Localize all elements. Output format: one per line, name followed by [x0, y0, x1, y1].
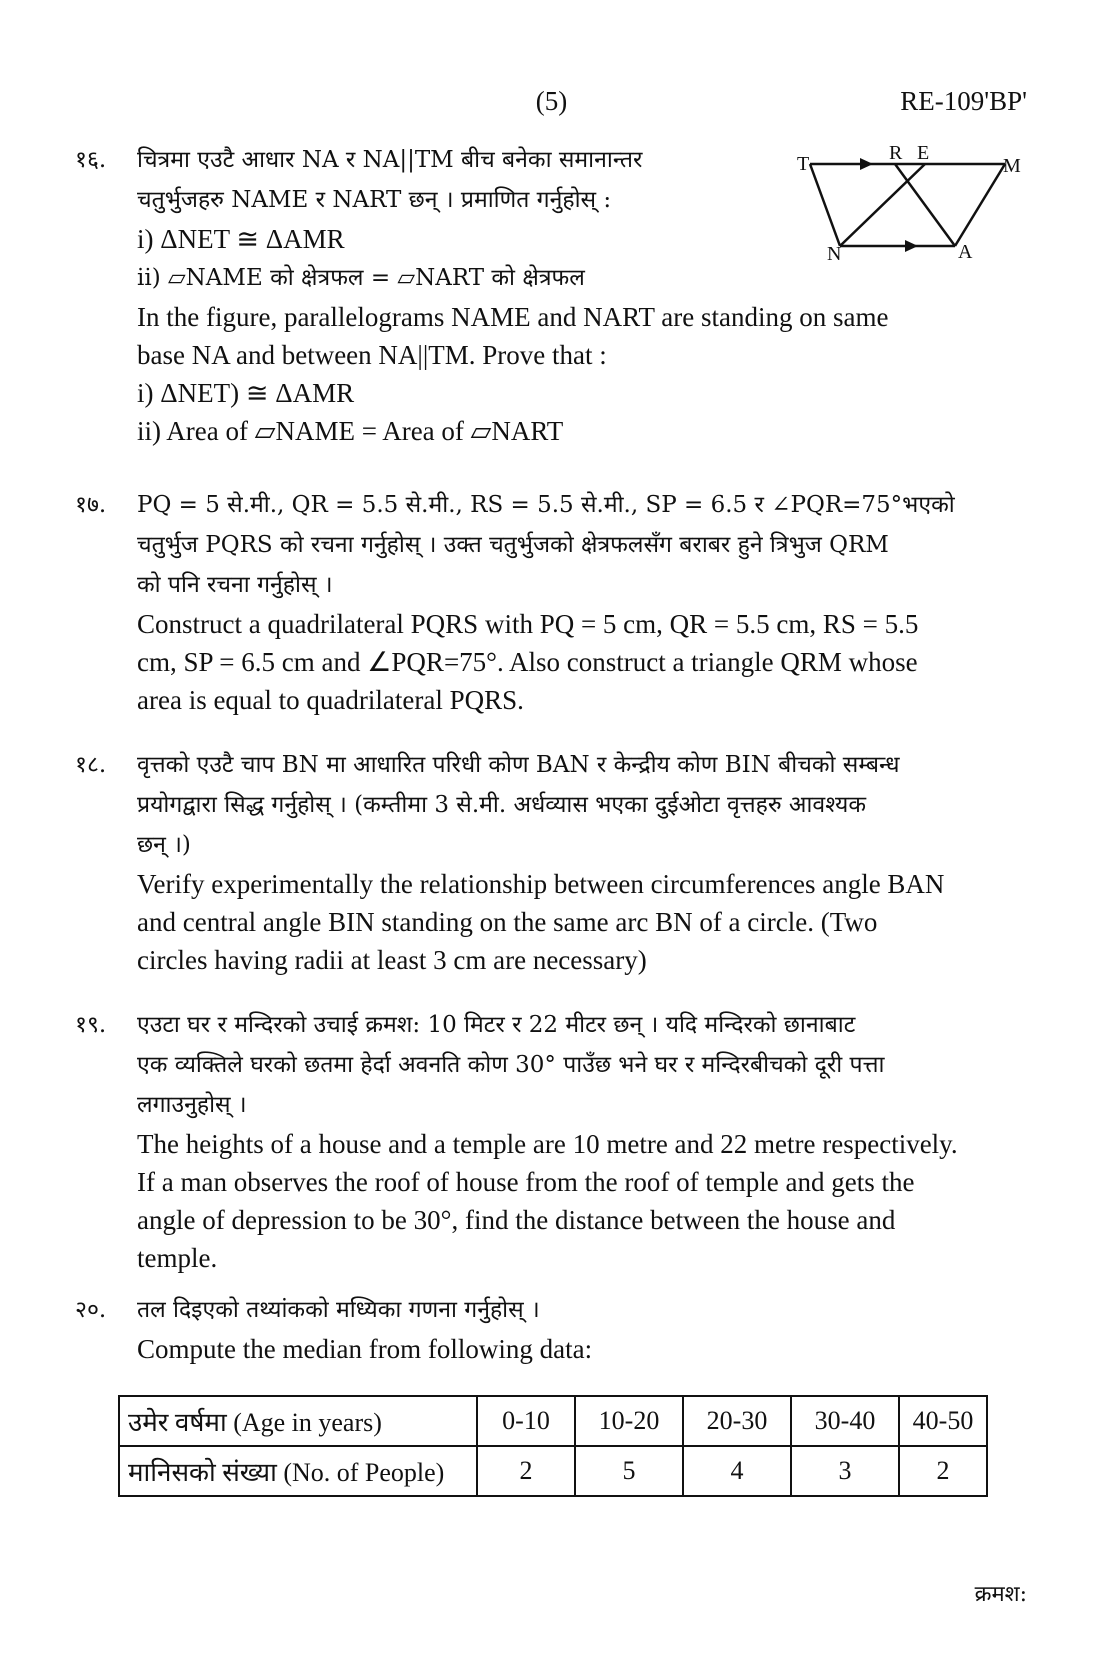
label-A: A — [958, 241, 973, 263]
np-text: तल दिइएको तथ्यांकको मध्यिका गणना गर्नुहोस् । — [137, 1297, 540, 1323]
table-cell: 5 — [575, 1446, 683, 1496]
table-cell: 10-20 — [575, 1396, 683, 1446]
question-number: १६. — [75, 147, 107, 173]
np-text: PQ = 5 से.मी., QR = 5.5 से.मी., RS = 5.5 से.मी., SP = 6.5 र ∠PQR=75°भएको — [137, 492, 955, 518]
parallelogram-figure — [765, 142, 1021, 265]
np-text: चित्रमा एउटै आधार NA र NA||TM बीच बनेका समानान्तर — [137, 147, 643, 173]
en-text: The heights of a house and a temple are 10 metre and 22 metre respectively. — [137, 1129, 958, 1159]
table-cell: 2 — [477, 1446, 575, 1496]
continued-label: क्रमश: — [974, 1582, 1027, 1607]
np-text: प्रयोगद्वारा सिद्ध गर्नुहोस् । (कम्तीमा 3 से.मी. अर्धव्यास भएका दुईओटा वृत्तहरु आवश्यक — [137, 792, 866, 818]
table-cell: 40-50 — [899, 1396, 987, 1446]
en-text: angle of depression to be 30°, find the distance between the house and — [137, 1205, 896, 1235]
table-cell: 30-40 — [791, 1396, 899, 1446]
np-text: को पनि रचना गर्नुहोस् । — [137, 572, 333, 598]
table-cell: 3 — [791, 1446, 899, 1496]
en-text: area is equal to quadrilateral PQRS. — [137, 685, 524, 715]
np-text: एउटा घर र मन्दिरको उचाई क्रमश: 10 मिटर र 22 मीटर छन् । यदि मन्दिरको छानाबाट — [137, 1012, 856, 1038]
row-header: मानिसको संख्या (No. of People) — [119, 1446, 477, 1496]
page-number: (5) — [535, 86, 568, 116]
question-number: २०. — [75, 1297, 107, 1323]
en-text: base NA and between NA||TM. Prove that : — [137, 340, 607, 370]
label-M: M — [1003, 155, 1021, 177]
question-number: १७. — [75, 492, 107, 518]
np-part-ii: ii) ▱NAME को क्षेत्रफल = ▱NART को क्षेत्रफल — [137, 265, 585, 291]
en-text: Verify experimentally the relationship between circumferences angle BAN — [137, 869, 945, 899]
label-N: N — [827, 243, 842, 265]
en-text: circles having radii at least 3 cm are necessary) — [137, 945, 647, 975]
en-part-i: i) ΔNET) ≅ ΔAMR — [137, 378, 355, 408]
question-17 — [75, 485, 1025, 719]
label-T: T — [797, 153, 810, 175]
question-number: १९. — [75, 1012, 107, 1038]
np-text: चतुर्भुजहरु NAME र NART छन् । प्रमाणित गर्नुहोस् : — [137, 187, 612, 213]
row-header: उमेर वर्षमा (Age in years) — [119, 1396, 477, 1446]
en-text: Construct a quadrilateral PQRS with PQ = 5 cm, QR = 5.5 cm, RS = 5.5 — [137, 609, 919, 639]
question-19 — [75, 1005, 1025, 1277]
label-E: E — [917, 142, 930, 164]
table-row — [119, 1446, 987, 1496]
question-18 — [75, 745, 1025, 979]
table-cell: 4 — [683, 1446, 791, 1496]
table-cell: 20-30 — [683, 1396, 791, 1446]
en-text: Compute the median from following data: — [137, 1334, 593, 1364]
label-R: R — [889, 142, 903, 164]
frequency-table — [118, 1395, 988, 1497]
np-text: छन् ।) — [137, 832, 191, 858]
table-cell: 2 — [899, 1446, 987, 1496]
question-number: १८. — [75, 752, 107, 778]
en-part-ii: ii) Area of ▱NAME = Area of ▱NART — [137, 416, 564, 446]
np-text: लगाउनुहोस् । — [137, 1092, 247, 1118]
paper-code: RE-109'BP' — [900, 86, 1027, 116]
en-text: temple. — [137, 1243, 218, 1273]
en-text: and central angle BIN standing on the same arc BN of a circle. (Two — [137, 907, 878, 937]
question-20 — [75, 1290, 1025, 1368]
en-text: cm, SP = 6.5 cm and ∠PQR=75°. Also construct a triangle QRM whose — [137, 647, 918, 677]
en-text: If a man observes the roof of house from the roof of temple and gets the — [137, 1167, 915, 1197]
np-text: एक व्यक्तिले घरको छतमा हेर्दा अवनति कोण 30° पाउँछ भने घर र मन्दिरबीचको दूरी पत्ता — [137, 1052, 885, 1078]
table-cell: 0-10 — [477, 1396, 575, 1446]
question-16 — [75, 140, 1025, 450]
np-part-i: i) ΔNET ≅ ΔAMR — [137, 224, 345, 254]
np-text: चतुर्भुज PQRS को रचना गर्नुहोस् । उक्त चतुर्भुजको क्षेत्रफलसँग बराबर हुने त्रिभुज QRM — [137, 532, 889, 558]
np-text: वृत्तको एउटै चाप BN मा आधारित परिधी कोण BAN र केन्द्रीय कोण BIN बीचको सम्बन्ध — [137, 752, 900, 778]
en-text: In the figure, parallelograms NAME and NART are standing on same — [137, 302, 889, 332]
table-row — [119, 1396, 987, 1446]
